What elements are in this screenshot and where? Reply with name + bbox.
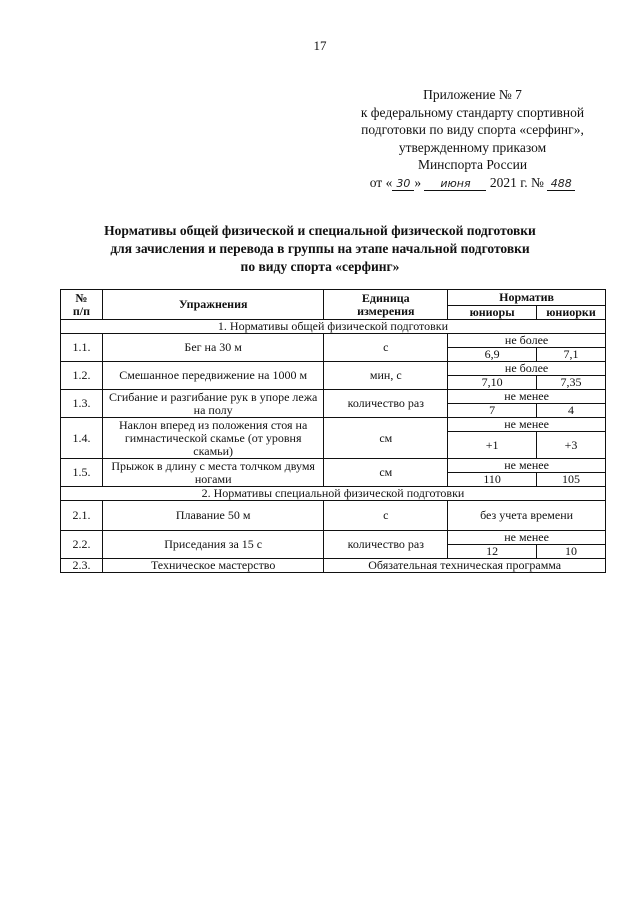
- row-value-m: 7: [448, 404, 537, 418]
- row-num: 2.1.: [61, 501, 103, 531]
- row-value-f: 10: [537, 545, 606, 559]
- header-unit: Единица измерения: [324, 290, 448, 320]
- table-row: [61, 418, 606, 432]
- row-value: без учета времени: [448, 501, 606, 531]
- order-date-line: [330, 174, 615, 192]
- page-number: 17: [313, 38, 327, 53]
- row-num: 1.1.: [61, 334, 103, 362]
- row-num: 1.5.: [61, 459, 103, 487]
- row-value-f: 7,1: [537, 348, 606, 362]
- table-row: [61, 362, 606, 376]
- date-month-handwritten: июня: [424, 177, 486, 191]
- title-line3: по виду спорта «серфинг»: [240, 259, 400, 274]
- appendix-line4: утвержденному приказом: [398, 139, 547, 155]
- header-norm: Норматив: [448, 290, 606, 306]
- header-num: № п/п: [61, 290, 103, 320]
- row-exercise: Прыжок в длину с места толчком двумя ногами: [102, 459, 323, 487]
- row-value-f: 7,35: [537, 376, 606, 390]
- row-value-m: 110: [448, 473, 537, 487]
- document-title: [0, 222, 640, 276]
- row-unit: с: [324, 334, 448, 362]
- row-exercise: Смешанное передвижение на 1000 м: [102, 362, 323, 390]
- table-row: [61, 390, 606, 404]
- row-value: Обязательная техническая программа: [324, 559, 606, 573]
- row-num: 1.4.: [61, 418, 103, 459]
- row-unit: с: [324, 501, 448, 531]
- row-num: 2.3.: [61, 559, 103, 573]
- table-row: [61, 334, 606, 348]
- row-exercise: Плавание 50 м: [102, 501, 323, 531]
- row-exercise: Приседания за 15 с: [102, 531, 323, 559]
- row-exercise: Техническое мастерство: [102, 559, 323, 573]
- row-unit: см: [324, 459, 448, 487]
- row-condition: не менее: [448, 459, 606, 473]
- header-juniors-m: юниоры: [448, 306, 537, 320]
- row-condition: не более: [448, 334, 606, 348]
- row-value-m: 7,10: [448, 376, 537, 390]
- date-sep: »: [414, 174, 422, 190]
- row-unit: см: [324, 418, 448, 459]
- row-num: 1.2.: [61, 362, 103, 390]
- appendix-line1: Приложение № 7: [423, 87, 522, 102]
- table-row: [61, 531, 606, 545]
- date-year: 2021 г. №: [489, 174, 544, 190]
- row-value-f: 4: [537, 404, 606, 418]
- table-row: [61, 559, 606, 573]
- section-1-title: 1. Нормативы общей физической подготовки: [61, 320, 606, 334]
- row-value-m: 12: [448, 545, 537, 559]
- table-row: [61, 459, 606, 473]
- norms-table: [60, 289, 606, 573]
- appendix-line5: Минспорта России: [417, 157, 528, 172]
- row-unit: количество раз: [324, 531, 448, 559]
- row-num: 2.2.: [61, 531, 103, 559]
- row-condition: не менее: [448, 390, 606, 404]
- row-unit: мин, с: [324, 362, 448, 390]
- row-unit: количество раз: [324, 390, 448, 418]
- row-condition: не более: [448, 362, 606, 376]
- row-exercise: Наклон вперед из положения стоя на гимнастической скамье (от уровня скамьи): [102, 418, 323, 459]
- row-value-f: +3: [537, 432, 606, 459]
- date-day-handwritten: 30: [392, 177, 414, 191]
- order-number-handwritten: 488: [547, 177, 575, 191]
- section-2-title: 2. Нормативы специальной физической подготовки: [61, 487, 606, 501]
- title-line2: для зачисления и перевода в группы на этапе начальной подготовки: [110, 241, 530, 256]
- appendix-block: [330, 86, 615, 191]
- row-exercise: Сгибание и разгибание рук в упоре лежа на полу: [102, 390, 323, 418]
- row-value-f: 105: [537, 473, 606, 487]
- appendix-line2: к федеральному стандарту спортивной: [360, 104, 585, 120]
- table-row: [61, 501, 606, 531]
- row-condition: не менее: [448, 531, 606, 545]
- row-condition: не менее: [448, 418, 606, 432]
- header-exercise: Упражнения: [102, 290, 323, 320]
- date-prefix: от «: [369, 174, 393, 190]
- row-value-m: 6,9: [448, 348, 537, 362]
- appendix-line3: подготовки по виду спорта «серфинг»,: [361, 122, 584, 137]
- title-line1: Нормативы общей физической и специальной физической подготовки: [104, 223, 536, 238]
- row-exercise: Бег на 30 м: [102, 334, 323, 362]
- header-juniors-f: юниорки: [537, 306, 606, 320]
- row-num: 1.3.: [61, 390, 103, 418]
- row-value-m: +1: [448, 432, 537, 459]
